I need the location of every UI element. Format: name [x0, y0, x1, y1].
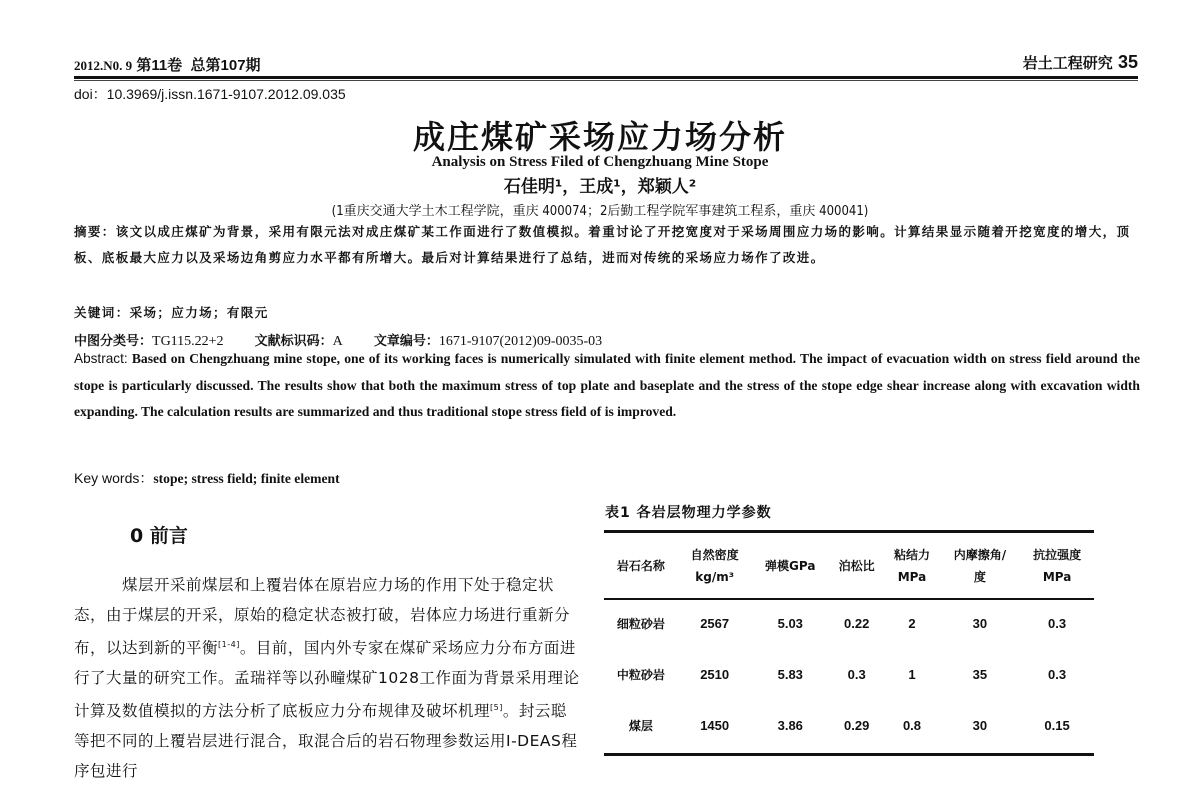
- header-rule-thin: [74, 80, 1138, 81]
- keywords-cn: [74, 303, 269, 321]
- keywords-cn-label: 关键词：: [74, 305, 130, 320]
- keywords-en-label: Key words：: [74, 470, 154, 486]
- body-text-3: 。封云聪等把不同的上覆岩层进行混合，取混合后的岩石物理参数运用I-DEAS程序包进行: [74, 702, 578, 781]
- abstract-en-text: Based on Chengzhuang mine stope, one of its working faces is numerically simulated with finite element method. The impact of evacuation width on stress field around the stope is particularly discussed. The results show that both the maximum stress of top plate and baseplate and the stress of the stope edge shear increase along with excavation width expanding. The calculation results are summarized and thus traditional stope stress field of is improved.: [74, 351, 1140, 419]
- table-row: 煤层 1450 3.86 0.29 0.8 30 0.15: [628, 718, 1070, 733]
- article-no-value: 1671-9107(2012)09-0035-03: [438, 334, 603, 349]
- body-paragraph: [74, 570, 582, 786]
- rock-parameters-table: [604, 533, 1094, 751]
- issue-number: 2012.N0. 9: [74, 58, 133, 73]
- clc-label: 中图分类号：: [74, 334, 153, 349]
- abstract-cn-label: 摘要：: [74, 224, 116, 239]
- authors: 石佳明¹，王成¹，郑颖人²: [503, 177, 697, 197]
- col-header-friction-angle: 内摩擦角/ 度: [953, 547, 1007, 584]
- keywords-en: [74, 468, 340, 488]
- volume: 第11卷: [136, 57, 183, 74]
- doc-code-label: 文献标识码：: [254, 334, 333, 349]
- total-issue: 总第107期: [190, 57, 261, 74]
- paper-title-cn: 成庄煤矿采场应力场分析: [412, 118, 787, 156]
- col-header-modulus: 弹模GPa: [765, 558, 816, 573]
- col-header-poisson: 泊松比: [838, 558, 875, 573]
- col-header-rock-name: 岩石名称: [616, 558, 665, 573]
- citation-1: [1-4]: [218, 640, 240, 649]
- col-header-tensile-strength: 抗拉强度 MPa: [1033, 547, 1082, 584]
- section-heading: 0 前言: [130, 525, 188, 547]
- affiliation: (1重庆交通大学土木工程学院，重庆 400074；2后勤工程学院军事建筑工程系，重庆 400041): [331, 204, 869, 219]
- col-header-density: 自然密度 kg/m³: [690, 547, 739, 584]
- paper-title-en: Analysis on Stress Filed of Chengzhuang Mine Stope: [431, 154, 769, 170]
- table-row: 细粒砂岩 2567 5.03 0.22 2 30 0.3: [616, 616, 1067, 631]
- citation-2: [5]: [490, 703, 503, 713]
- table-row: 中粒砂岩 2510 5.83 0.3 1 35 0.3: [616, 667, 1067, 682]
- table-caption: 表1 各岩层物理力学参数: [605, 505, 772, 521]
- keywords-cn-text: 采场；应力场；有限元: [129, 305, 269, 320]
- running-header-left: [74, 54, 261, 75]
- abstract-cn-text: 该文以成庄煤矿为背景，采用有限元法对成庄煤矿某工作面进行了数值模拟。着重讨论了开挖宽度对于采场周围应力场的影响。计算结果显示随着开挖宽度的增大，顶板、底板最大应力以及采场边角剪应力水平都有所增大。最后对计算结果进行了总结，进而对传统的采场应力场作了改进。: [74, 224, 1131, 265]
- keywords-en-text: stope; stress field; finite element: [153, 471, 340, 486]
- abstract-en-label: Abstract:: [74, 351, 128, 366]
- body-text-1: 煤层开采前煤层和上覆岩体在原岩应力场的作用下处于稳定状态，由于煤层的开采，原始的稳定状态被打破，岩体应力场进行重新分布，以达到新的平衡: [74, 576, 571, 658]
- page-number: 35: [1117, 52, 1138, 72]
- table-bottom-rule: [604, 753, 1094, 756]
- col-header-cohesion: 粘结力 MPa: [893, 547, 930, 584]
- journal-name: 岩土工程研究: [1022, 54, 1113, 72]
- table-header-row: [604, 533, 1094, 598]
- running-header-right: [1023, 52, 1138, 73]
- clc-value: TG115.22+2: [152, 334, 224, 349]
- article-no-label: 文章编号：: [373, 334, 439, 349]
- body-text-2: 。目前，国内外专家在煤矿采场应力分布方面进行了大量的研究工作。孟瑞祥等以孙疃煤矿1028工作面为背景采用理论计算及数值模拟的方法分析了底板应力分布规律及破坏机理: [74, 639, 580, 721]
- abstract-en: [74, 346, 1140, 426]
- doc-code-value: A: [332, 334, 343, 349]
- doi: doi：10.3969/j.issn.1671-9107.2012.09.035: [74, 86, 346, 102]
- abstract-cn: [74, 219, 1140, 271]
- header-rule: [74, 76, 1138, 79]
